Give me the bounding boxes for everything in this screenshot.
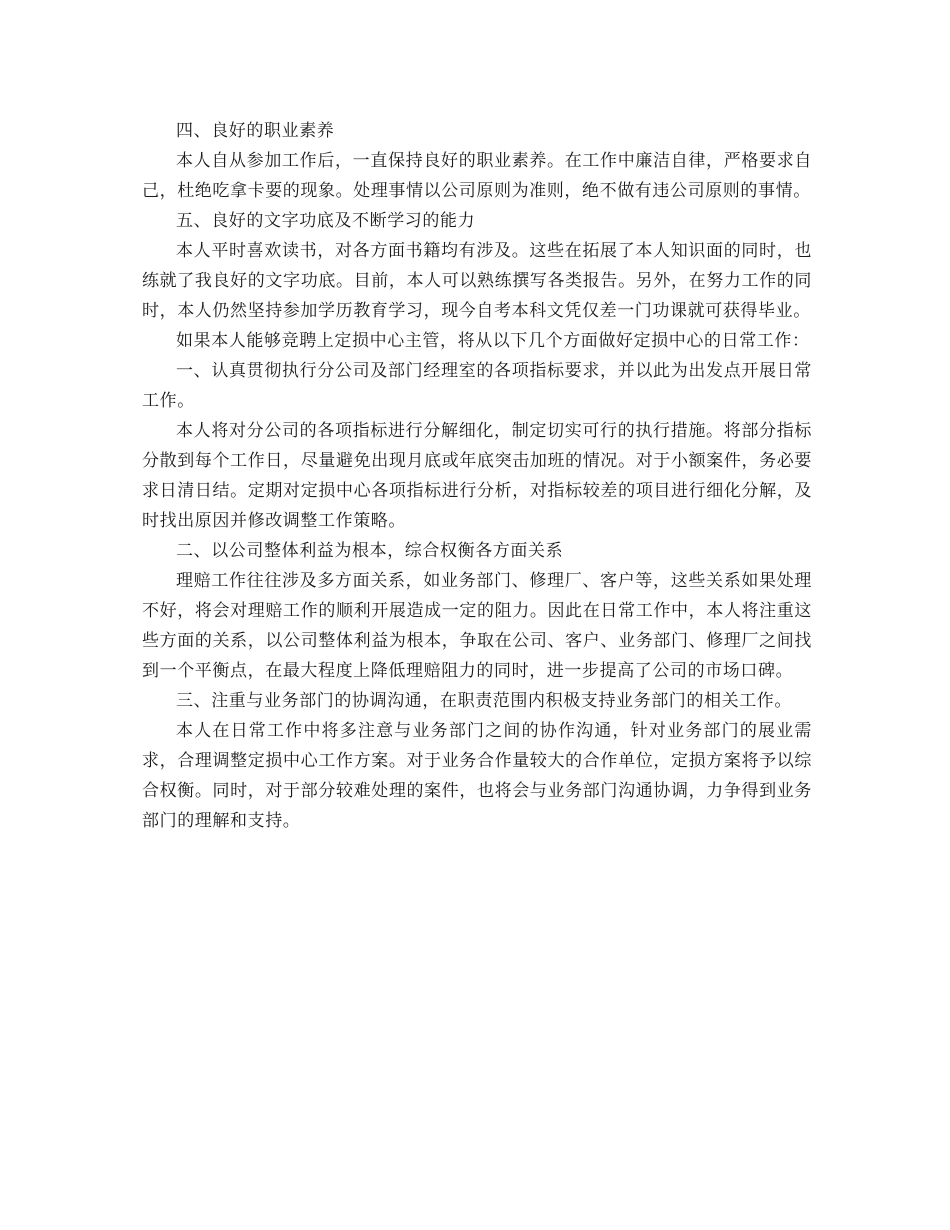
paragraph-professional-quality: 本人自从参加工作后，一直保持良好的职业素养。在工作中廉洁自律，严格要求自己，杜绝吃拿卡要的现象。处理事情以公司原则为准则，绝不做有违公司原则的事情。	[142, 151, 812, 201]
paragraph-plan-1: 本人将对分公司的各项指标进行分解细化，制定切实可行的执行措施。将部分指标分散到每个工作日，尽量避免出现月底或年底突击加班的情况。对于小额案件，务必要求日清日结。定期对定损中心各项指标进行分析，对指标较差的项目进行细化分解，及时找出原因并修改调整工作策略。	[142, 421, 812, 531]
section-heading-writing-learning: 五、良好的文字功底及不断学习的能力	[176, 211, 476, 231]
section-heading-plan-2: 二、以公司整体利益为根本，综合权衡各方面关系	[176, 541, 564, 561]
paragraph-plan-2: 理赔工作往往涉及多方面关系，如业务部门、修理厂、客户等，这些关系如果处理不好，将会对理赔工作的顺利开展造成一定的阻力。因此在日常工作中，本人将注重这些方面的关系，以公司整体利益为根本，争取在公司、客户、业务部门、修理厂之间找到一个平衡点，在最大程度上降低理赔阻力的同时，进一步提高了公司的市场口碑。	[142, 571, 812, 681]
section-heading-plan-1: 一、认真贯彻执行分公司及部门经理室的各项指标要求，并以此为出发点开展日常工作。	[142, 361, 812, 411]
paragraph-plan-3: 本人在日常工作中将多注意与业务部门之间的协作沟通，针对业务部门的展业需求，合理调整定损中心工作方案。对于业务合作量较大的合作单位，定损方案将予以综合权衡。同时，对于部分较难处理的案件，也将会与业务部门沟通协调，力争得到业务部门的理解和支持。	[142, 721, 812, 831]
paragraph-plan-intro: 如果本人能够竞聘上定损中心主管，将从以下几个方面做好定损中心的日常工作：	[176, 331, 810, 351]
paragraph-writing-learning: 本人平时喜欢读书，对各方面书籍均有涉及。这些在拓展了本人知识面的同时，也练就了我良好的文字功底。目前，本人可以熟练撰写各类报告。另外，在努力工作的同时，本人仍然坚持参加学历教育学习，现今自考本科文凭仅差一门功课就可获得毕业。	[142, 241, 812, 321]
section-heading-professional-quality: 四、良好的职业素养	[176, 121, 335, 141]
section-heading-plan-3: 三、注重与业务部门的协调沟通，在职责范围内积极支持业务部门的相关工作。	[176, 691, 792, 711]
document-body	[142, 116, 812, 836]
